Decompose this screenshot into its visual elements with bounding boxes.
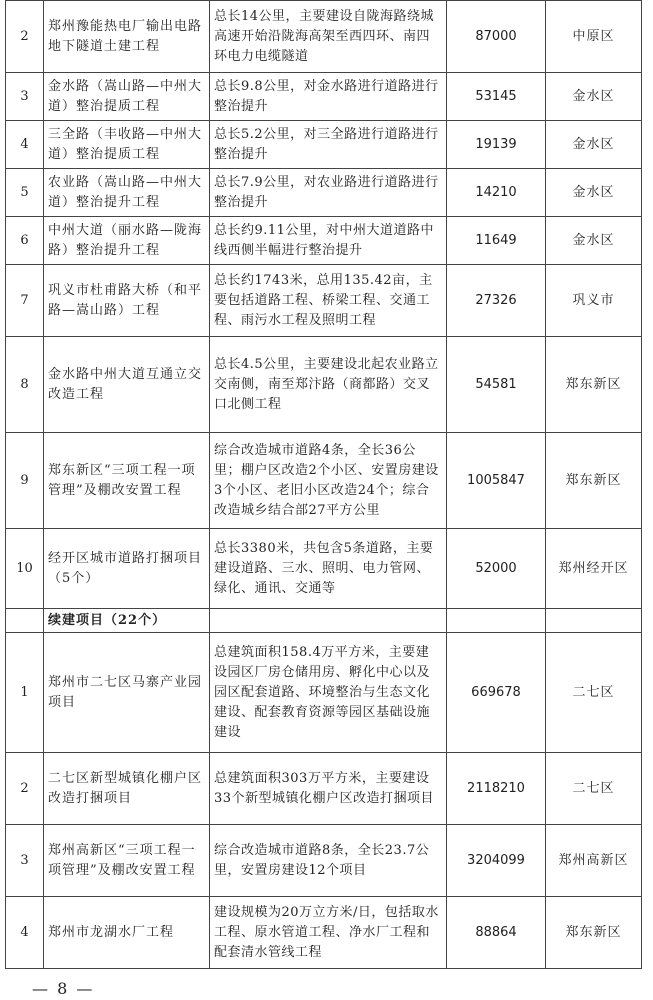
- investment-amount: 87000: [447, 1, 546, 73]
- empty-cell: [6, 609, 44, 633]
- project-description: 综合改造城市道路4条，全长36公里；棚户区改造2个小区、安置房建设3个小区、老旧小区改造24个；综合改造城乡结合部27平方公里: [210, 433, 447, 529]
- district-name: 金水区: [546, 169, 642, 217]
- district-name: 郑东新区: [546, 337, 642, 433]
- investment-amount: 11649: [447, 217, 546, 265]
- project-description: 总长5.2公里，对三全路进行道路进行整治提升: [210, 121, 447, 169]
- district-name: 中原区: [546, 1, 642, 73]
- project-name: 巩义市杜甫路大桥（和平路—嵩山路）工程: [44, 265, 210, 337]
- project-name: 金水路中州大道互通立交改造工程: [44, 337, 210, 433]
- table-row: [6, 1, 642, 73]
- district-name: 二七区: [546, 753, 642, 825]
- investment-amount: 19139: [447, 121, 546, 169]
- table-row: [6, 337, 642, 433]
- project-description: 总长约9.11公里，对中州大道道路中线西侧半幅进行整治提升: [210, 217, 447, 265]
- district-name: 郑东新区: [546, 897, 642, 969]
- table-row: [6, 217, 642, 265]
- district-name: 金水区: [546, 121, 642, 169]
- page-number: — 8 —: [32, 979, 95, 998]
- project-name: 郑州高新区“三项工程一项管理”及棚改安置工程: [44, 825, 210, 897]
- district-name: 郑州经开区: [546, 529, 642, 609]
- table-row: [6, 121, 642, 169]
- project-description: 总长9.8公里，对金水路进行道路进行整治提升: [210, 73, 447, 121]
- investment-amount: 3204099: [447, 825, 546, 897]
- investment-amount: 669678: [447, 633, 546, 753]
- row-number: 4: [6, 121, 44, 169]
- row-number: 2: [6, 1, 44, 73]
- project-name: 郑州市二七区马寨产业园项目: [44, 633, 210, 753]
- table-row: [6, 897, 642, 969]
- row-number: 6: [6, 217, 44, 265]
- table-row: [6, 73, 642, 121]
- project-name: 三全路（丰收路—中州大道）整治提质工程: [44, 121, 210, 169]
- investment-amount: 52000: [447, 529, 546, 609]
- row-number: 10: [6, 529, 44, 609]
- row-number: 3: [6, 825, 44, 897]
- empty-cell: [210, 609, 447, 633]
- project-name: 中州大道（丽水路—陇海路）整治提升工程: [44, 217, 210, 265]
- empty-cell: [546, 609, 642, 633]
- project-description: 总长14公里，主要建设自陇海路绕城高速开始沿陇海高架至西四环、南四环电力电缆隧道: [210, 1, 447, 73]
- project-name: 经开区城市道路打捆项目（5个）: [44, 529, 210, 609]
- district-name: 金水区: [546, 217, 642, 265]
- row-number: 2: [6, 753, 44, 825]
- row-number: 9: [6, 433, 44, 529]
- project-description: 总长4.5公里，主要建设北起农业路立交南侧，南至郑汴路（商都路）交叉口北侧工程: [210, 337, 447, 433]
- district-name: 巩义市: [546, 265, 642, 337]
- project-name: 郑州豫能热电厂输出电路地下隧道土建工程: [44, 1, 210, 73]
- project-name: 金水路（嵩山路—中州大道）整治提质工程: [44, 73, 210, 121]
- project-table: [5, 0, 642, 969]
- section-label: 续建项目（22个）: [44, 609, 210, 633]
- table-row: [6, 753, 642, 825]
- project-description: 总长7.9公里，对农业路进行道路进行整治提升: [210, 169, 447, 217]
- project-description: 总建筑面积158.4万平方米，主要建设园区厂房仓储用房、孵化中心以及园区配套道路、环境整治与生态文化建设、配套教育资源等园区基础设施建设: [210, 633, 447, 753]
- investment-amount: 1005847: [447, 433, 546, 529]
- project-description: 总建筑面积303万平方米，主要建设33个新型城镇化棚户区改造打捆项目: [210, 753, 447, 825]
- district-name: 金水区: [546, 73, 642, 121]
- project-description: 综合改造城市道路8条，全长23.7公里，安置房建设12个项目: [210, 825, 447, 897]
- project-name: 农业路（嵩山路—中州大道）整治提升工程: [44, 169, 210, 217]
- project-description: 总长3380米，共包含5条道路，主要建设道路、三水、照明、电力管网、绿化、通讯、交通等: [210, 529, 447, 609]
- table-row: [6, 825, 642, 897]
- row-number: 7: [6, 265, 44, 337]
- investment-amount: 27326: [447, 265, 546, 337]
- project-description: 总长约1743米，总用135.42亩，主要包括道路工程、桥梁工程、交通工程、雨污水工程及照明工程: [210, 265, 447, 337]
- project-description: 建设规模为20万立方米/日，包括取水工程、原水管道工程、净水厂工程和配套清水管线工程: [210, 897, 447, 969]
- investment-amount: 14210: [447, 169, 546, 217]
- row-number: 1: [6, 633, 44, 753]
- table-row: [6, 633, 642, 753]
- investment-amount: 53145: [447, 73, 546, 121]
- investment-amount: 54581: [447, 337, 546, 433]
- table-row: [6, 169, 642, 217]
- row-number: 3: [6, 73, 44, 121]
- table-row: [6, 265, 642, 337]
- district-name: 郑东新区: [546, 433, 642, 529]
- section-header-row: [6, 609, 642, 633]
- row-number: 4: [6, 897, 44, 969]
- row-number: 5: [6, 169, 44, 217]
- project-name: 郑州市龙湖水厂工程: [44, 897, 210, 969]
- table-row: [6, 529, 642, 609]
- empty-cell: [447, 609, 546, 633]
- investment-amount: 88864: [447, 897, 546, 969]
- row-number: 8: [6, 337, 44, 433]
- district-name: 二七区: [546, 633, 642, 753]
- district-name: 郑州高新区: [546, 825, 642, 897]
- table-row: [6, 433, 642, 529]
- project-name: 郑东新区“三项工程一项管理”及棚改安置工程: [44, 433, 210, 529]
- investment-amount: 2118210: [447, 753, 546, 825]
- project-name: 二七区新型城镇化棚户区改造打捆项目: [44, 753, 210, 825]
